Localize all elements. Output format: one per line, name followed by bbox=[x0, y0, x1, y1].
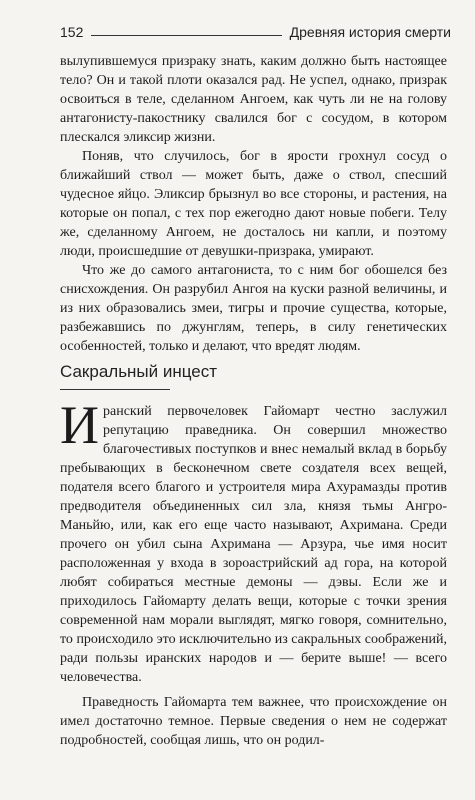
paragraph: Поняв, что случилось, бог в ярости грохнул сосуд о ближайший ствол — может быть, даже о ствол, спесший чудесное яйцо. Эликсир брызнул во все стороны, и растения, на которые он попал, с тех пор ежегодно дают новые побеги. Телу же, сделанному Ангоем, не досталось ни капли, и поэтому люди, происшедшие от девушки-призрака, умирают. bbox=[60, 149, 447, 259]
section-title: Сакральный инцест bbox=[60, 362, 218, 381]
paragraph: вылупившемуся призраку знать, каким должно быть настоящее тело? Он и такой плоти оказался рад. Не успел, однако, призрак освоиться в теле, сделанном Ангоем, как чуть ли не на голову антагонисту-пакостнику свалился бог с сосудом, в котором плескался эликсир жизни. bbox=[60, 54, 447, 145]
dropcap-letter: И bbox=[60, 395, 99, 455]
page-number: 152 bbox=[60, 24, 84, 40]
running-title: Древняя история смерти bbox=[289, 24, 451, 40]
paragraph: Что же до самого антагониста, то с ним бог обошелся без снисхождения. Он разрубил Ангоя на куски разной величины, и из них образовались змеи, тигры и прочие существа, которые, разбежавшись по джунглям, теперь, в силу генетических особенностей, только и делают, что вредят людям. bbox=[60, 263, 447, 354]
paragraph-text: ранский первочеловек Гайомарт честно заслужил репутацию праведника. Он совершил множество благочестивых поступков и внес немалый вклад в борьбу пребывающих в бесконечном свете создателя всех вещей, подателя всего благого и устроителя мира Ахурамазды против предводителя объединенных сил зла, князя тьмы Ангро-Маньйю, или, как его еще часто называют, Ахримана. Среди прочего он убил сына Ахримана — Арзура, чье имя носит расположенная у входа в зороастрийский ад гора, на которой любят собираться местные демоны — дэвы. Если же и приходилось Гайомарту делать вещи, которые с точки зрения современной нам морали выглядят, мягко говоря, сомнительно, то происходило это исключительно из сакральных соображений, ради пользы иранских народов и — берите выше! — всего человечества. bbox=[60, 404, 447, 685]
paragraph: Праведность Гайомарта тем важнее, что происхождение он имел достаточно темное. Первые сведения о нем не содержат подробностей, сообщая лишь, что он родил- bbox=[60, 695, 447, 748]
section-heading bbox=[60, 362, 447, 382]
running-header bbox=[60, 24, 451, 40]
header-rule bbox=[91, 35, 281, 36]
text-block-section bbox=[60, 395, 447, 750]
paragraph-with-dropcap bbox=[60, 395, 447, 687]
text-block-top bbox=[60, 52, 447, 356]
section-underline bbox=[60, 389, 170, 390]
